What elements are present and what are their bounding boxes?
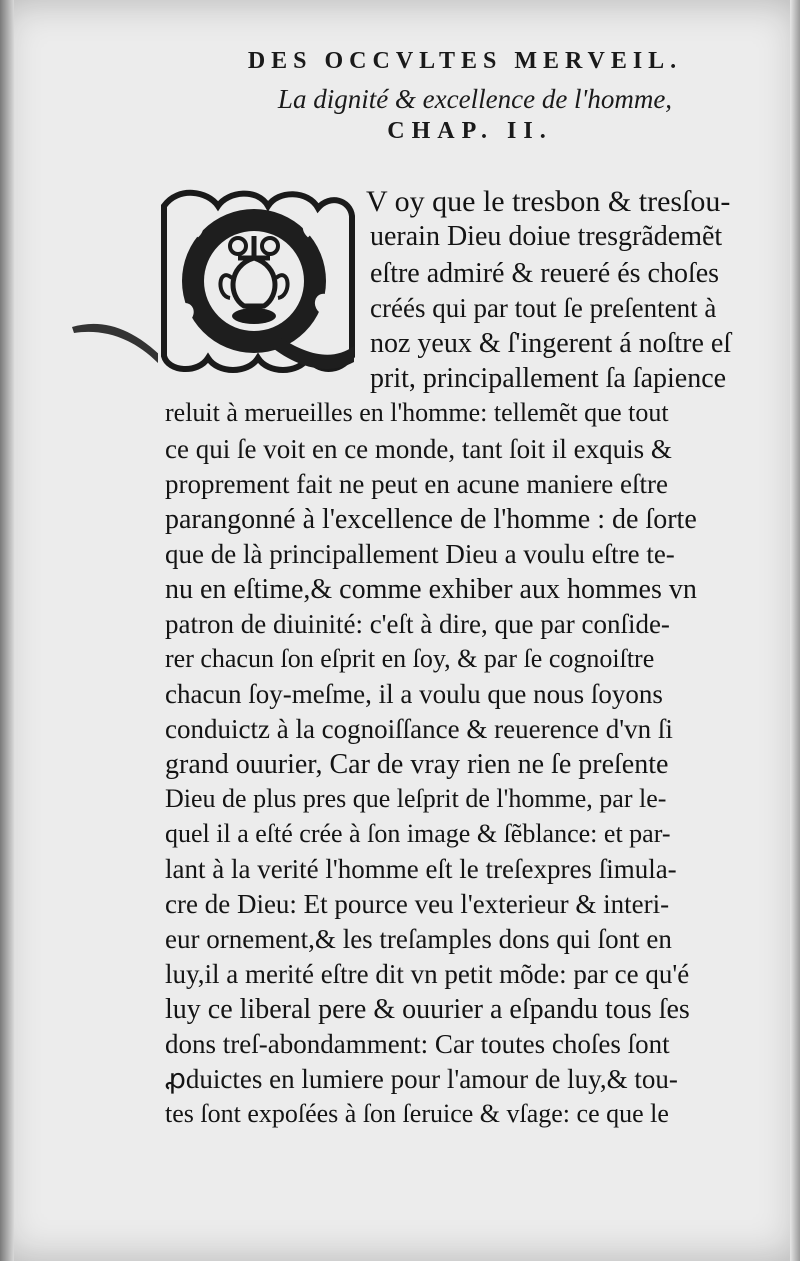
text-line: prit, principallement ſa ſapience (370, 363, 727, 394)
text-line: lant à la verité l'homme eſt le treſexpres ſimula- (165, 854, 677, 884)
text-line: tes ſont expoſées à ſon ſeruice & vſage: ce que le (165, 1099, 669, 1128)
page-edge-shadow (790, 0, 800, 1261)
text-line: grand ouurier, Car de vray rien ne ſe preſente (165, 749, 669, 780)
text-line: conduictz à la cognoiſſance & reuerence d'vn ſi (165, 714, 673, 744)
text-line: nu en eſtime,& comme exhiber aux hommes vn (165, 574, 697, 605)
text-line: V oy que le tresbon & tresſou- (366, 185, 731, 218)
running-head: DES OCCVLTES MERVEIL. (247, 48, 683, 74)
text-line: cre de Dieu: Et pource veu l'exterieur & interi- (165, 889, 670, 919)
chapter-number: CHAP. II. (387, 118, 553, 144)
text-line: patron de diuinité: c'eſt à dire, que par conſide- (165, 609, 670, 639)
decorated-initial-q (158, 186, 356, 376)
text-line: parangonné à l'excellence de l'homme : de ſorte (165, 504, 697, 535)
text-line: ce qui ſe voit en ce monde, tant ſoit il exquis & (165, 434, 672, 464)
text-line: Dieu de plus pres que leſprit de l'homme, par le- (165, 784, 667, 813)
text-line: luy ce liberal pere & ouurier a eſpandu tous ſes (165, 994, 690, 1025)
text-line: uerain Dieu doiue tresgrãdemẽt (370, 221, 723, 252)
binding-shadow (0, 0, 14, 1261)
text-line: chacun ſoy-meſme, il a voulu que nous ſoyons (165, 679, 663, 709)
text-line: noz yeux & ſ'ingerent á noſtre eſ (370, 328, 732, 359)
text-line: que de là principallement Dieu a voulu eſtre te- (165, 539, 675, 569)
text-line: ꝓduictes en lumiere pour l'amour de luy,& tou- (165, 1064, 678, 1094)
text-line: rer chacun ſon eſprit en ſoy, & par ſe cognoiſtre (165, 644, 655, 673)
margin-ink-stroke (70, 315, 170, 365)
text-line: eſtre admiré & reueré és choſes (370, 258, 720, 289)
text-line: dons treſ-abondamment: Car toutes choſes ſont (165, 1029, 670, 1059)
chapter-subtitle: La dignité & excellence de l'homme, (277, 84, 673, 114)
text-line: quel il a eſté crée à ſon image & ſẽblance: et par- (165, 819, 671, 848)
text-line: eur ornement,& les treſamples dons qui ſont en (165, 924, 672, 954)
text-line: luy,il a merité eſtre dit vn petit mõde: par ce qu'é (165, 959, 690, 989)
text-line: reluit à merueilles en l'homme: tellemẽt que tout (165, 398, 669, 427)
text-line: créés qui par tout ſe preſentent à (370, 293, 717, 323)
text-line: proprement fait ne peut en acune maniere eſtre (165, 469, 668, 499)
